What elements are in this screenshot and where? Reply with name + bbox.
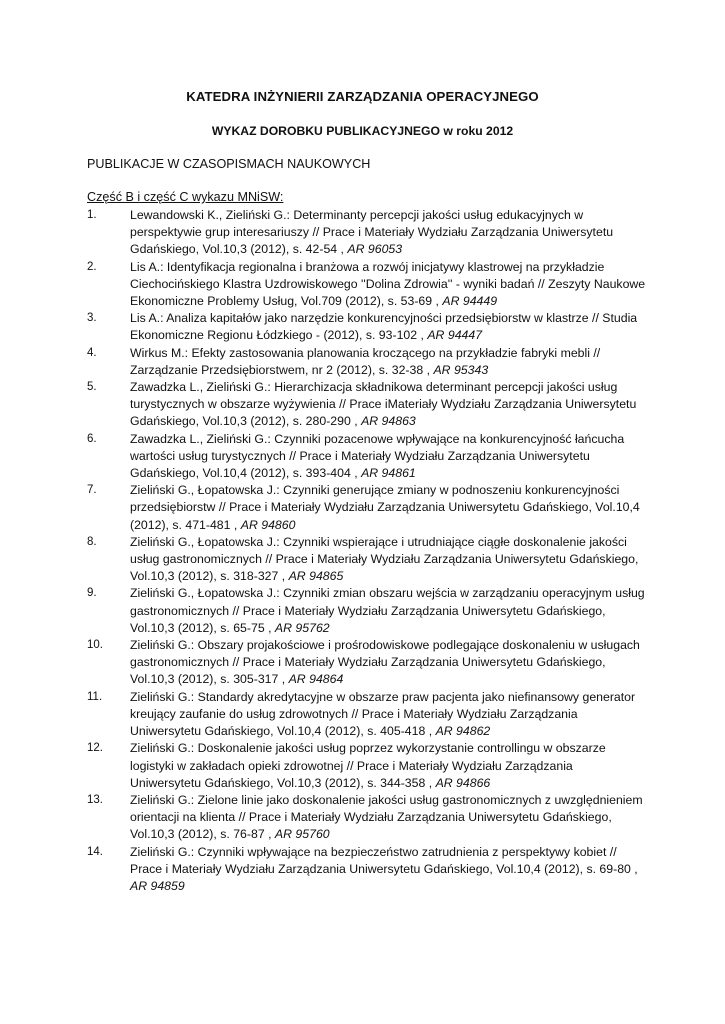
ar-code: AR 94449 bbox=[442, 294, 498, 309]
list-item bbox=[87, 689, 647, 741]
publication-text: Wirkus M.: Efekty zastosowania planowania kroczącego na przykładzie fabryki mebli // Zarządzanie Przedsiębiorstwem, nr 2 (2012), s. 32-38 , bbox=[130, 345, 601, 377]
list-item bbox=[87, 259, 647, 311]
list-item bbox=[87, 844, 647, 896]
list-item-number: 5. bbox=[87, 381, 97, 394]
publication-text: Zawadzka L., Zieliński G.: Czynniki pozacenowe wpływające na konkurencyjność łańcucha wartości usług turystycznych // Prace i Materiały Wydziału Zarządzania Uniwersytetu Gdańskiego, Vol.10,4 (2012), s. 393-404 , bbox=[130, 431, 625, 481]
page-title: KATEDRA INŻYNIERII ZARZĄDZANIA OPERACYJNEGO bbox=[186, 89, 539, 104]
list-item-number: 7. bbox=[87, 484, 97, 497]
list-item-number: 8. bbox=[87, 535, 97, 548]
publication-text: Zieliński G., Łopatowska J.: Czynniki generujące zmiany w podnoszeniu konkurencyjności przedsiębiorstw // Prace i Materiały Wydziału Zarządzania Uniwersytetu Gdańskiego, Vol.10,4 (2012), s. 471-481 , bbox=[130, 483, 640, 532]
ar-code: AR 94862 bbox=[435, 724, 491, 739]
ar-code: AR 94865 bbox=[288, 569, 344, 584]
list-item-number: 10. bbox=[87, 639, 103, 652]
list-item-number: 12. bbox=[87, 742, 103, 755]
publication-text: Lewandowski K., Zieliński G.: Determinanty percepcji jakości usług edukacyjnych w perspektywie grup interesariuszy // Prace i Materiały Wydziału Zarządzania Uniwersytetu Gdańskiego, Vol.10,3 (2012), s. 42-54 , bbox=[130, 208, 614, 257]
ar-code: AR 94864 bbox=[288, 672, 344, 687]
list-item-number: 4. bbox=[87, 346, 97, 359]
publication-text: Zieliński G.: Obszary projakościowe i prośrodowiskowe podlegające doskonaleniu w usługach gastronomicznych // Prace i Materiały Wydziału Zarządzania Uniwersytetu Gdańskiego, Vol.10,3 (2012), s. 305-317 , bbox=[130, 638, 640, 687]
list-item bbox=[87, 585, 647, 637]
publication-text: Zieliński G.: Standardy akredytacyjne w obszarze praw pacjenta jako niefinansowy generator kreujący zaufanie do usług zdrowotnych // Prace i Materiały Wydziału Zarządzania Uniwersytetu Gdańskiego, Vol.10,4 (2012), s. 405-418 , bbox=[130, 689, 636, 739]
ar-code: AR 94863 bbox=[361, 414, 416, 429]
list-item-number: 6. bbox=[87, 432, 97, 445]
ar-code: AR 94866 bbox=[435, 775, 491, 790]
list-item bbox=[87, 534, 647, 586]
list-item-number: 9. bbox=[87, 587, 97, 600]
list-item bbox=[87, 637, 647, 689]
ar-code: AR 95760 bbox=[274, 827, 330, 842]
list-item-number: 14. bbox=[87, 845, 103, 858]
ar-code: AR 94859 bbox=[130, 878, 185, 893]
list-item bbox=[87, 379, 647, 431]
publication-text: Lis A.: Analiza kapitałów jako narzędzie konkurencyjności przedsiębiorstw w klastrze // Studia Ekonomiczne Regionu Łódzkiego - (2012), s. 93-102 , bbox=[130, 311, 638, 343]
publication-text: Zieliński G.: Doskonalenie jakości usług poprzez wykorzystanie controllingu w obszarze logistyki w zakładach opieki zdrowotnej // Prace i Materiały Wydziału Zarządzania Uniwersytetu Gdańskiego, Vol.10,3 (2012), s. 344-358 , bbox=[130, 741, 606, 790]
ar-code: AR 95343 bbox=[433, 362, 489, 377]
list-item bbox=[87, 431, 647, 483]
ar-code: AR 94447 bbox=[427, 328, 483, 343]
list-item-number: 11. bbox=[87, 690, 103, 703]
list-item-number: 13. bbox=[87, 793, 103, 806]
list-item bbox=[87, 482, 647, 534]
list-item bbox=[87, 207, 647, 259]
part-heading: Część B i część C wykazu MNiSW: bbox=[87, 190, 284, 204]
list-item-number: 2. bbox=[87, 260, 97, 273]
publication-text: Zawadzka L., Zieliński G.: Hierarchizacja składnikowa determinant percepcji jakości usług turystycznych w obszarze wyżywienia // Prace iMateriały Wydziału Zarządzania Uniwersytetu Gdańskiego, Vol.10,3 (2012), s. 280-290 , bbox=[130, 380, 637, 429]
publication-text: Zieliński G.: Czynniki wpływające na bezpieczeństwo zatrudnienia z perspektywy kobiet // Prace i Materiały Wydziału Zarządzania Uniwersytetu Gdańskiego, Vol.10,4 (2012), s. 69-80 , bbox=[130, 844, 638, 876]
list-item bbox=[87, 792, 647, 844]
ar-code: AR 94860 bbox=[240, 517, 296, 532]
publication-list bbox=[87, 207, 647, 895]
list-item-number: 1. bbox=[87, 209, 97, 221]
section-heading: PUBLIKACJE W CZASOPISMACH NAUKOWYCH bbox=[87, 157, 371, 171]
list-item bbox=[87, 345, 647, 379]
ar-code: AR 96053 bbox=[347, 242, 403, 257]
publication-text: Lis A.: Identyfikacja regionalna i branżowa a rozwój inicjatywy klastrowej na przykładzie Ciechocińskiego Klastra Uzdrowiskowego ''Dolina Zdrowia'' - wyniki badań // Zeszyty Naukowe Ekonomiczne Problemy Usług, Vol.709 (2012), s. 53-69 , bbox=[130, 259, 646, 309]
list-item bbox=[87, 310, 647, 344]
list-item-number: 3. bbox=[87, 312, 97, 325]
ar-code: AR 95762 bbox=[274, 620, 330, 635]
list-item bbox=[87, 740, 647, 792]
page-subtitle: WYKAZ DOROBKU PUBLIKACYJNEGO w roku 2012 bbox=[211, 124, 514, 138]
ar-code: AR 94861 bbox=[361, 466, 416, 481]
publication-text: Zieliński G., Łopatowska J.: Czynniki wspierające i utrudniające ciągłe doskonalenie jakości usług gastronomicznych // Prace i Materiały Wydziału Zarządzania Uniwersytetu Gdańskiego, Vol.10,3 (2012), s. 318-327 , bbox=[130, 534, 639, 584]
publication-text: Zieliński G., Łopatowska J.: Czynniki zmian obszaru wejścia w zarządzaniu operacyjnym usług gastronomicznych // Prace i Materiały Wydziału Zarządzania Uniwersytetu Gdańskiego, Vol.10,3 (2012), s. 65-75 , bbox=[130, 586, 645, 635]
publication-text: Zieliński G.: Zielone linie jako doskonalenie jakości usług gastronomicznych z uwzględnieniem orientacji na klienta // Prace i Materiały Wydziału Zarządzania Uniwersytetu Gdańskiego, Vol.10,3 (2012), s. 76-87 , bbox=[130, 792, 643, 842]
